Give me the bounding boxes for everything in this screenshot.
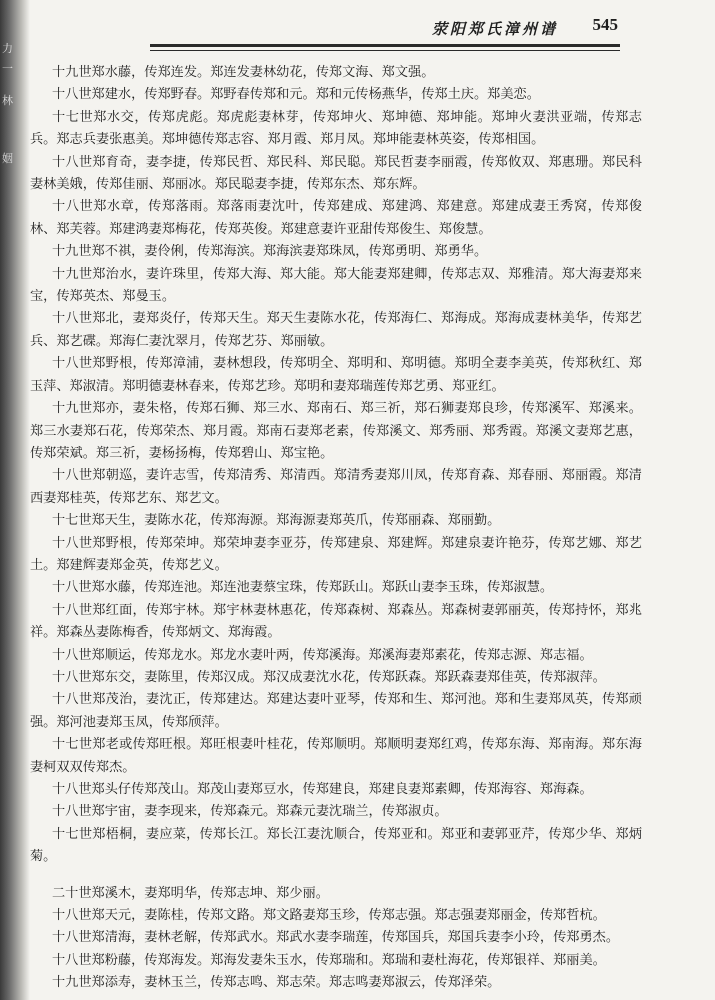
gutter-mark: 力	[2, 42, 13, 55]
gutter-mark: 林	[2, 94, 13, 107]
genealogy-entry: 十八世郑天元，妻陈桂，传郑文路。郑文路妻郑玉珍，传郑志强。郑志强妻郑丽金，传郑哲杭。	[52, 908, 606, 924]
book-gutter-shadow	[0, 0, 30, 1000]
genealogy-entry: 十八世郑野根，传郑漳浦，妻林想段，传郑明全、郑明和、郑明德。郑明全妻李美英，传郑秋红、郑玉萍、郑淑清。郑明德妻林春来，传郑艺珍。郑明和妻郑瑞莲传郑艺勇、郑亚红。	[30, 356, 642, 394]
genealogy-entry: 十八世郑顺运，传郑龙水。郑龙水妻叶两，传郑溪海。郑溪海妻郑素花，传郑志源、郑志福。	[52, 647, 593, 663]
genealogy-entry: 十七世郑老或传郑旺根。郑旺根妻叶桂花，传郑顺明。郑顺明妻郑红鸡，传郑东海、郑南海。郑东海妻柯双双传郑杰。	[30, 737, 642, 775]
page-header	[150, 14, 620, 47]
genealogy-entry: 十九世郑水藤，传郑连发。郑连发妻林幼花，传郑文海、郑文强。	[52, 65, 435, 80]
genealogy-entry: 二十世郑溪木，妻郑明华，传郑志坤、郑少丽。	[52, 885, 329, 901]
book-title: 荥阳郑氏漳州谱	[431, 20, 558, 38]
genealogy-entry: 十八世郑宇宙，妻李现来，传郑森元。郑森元妻沈瑞兰，传郑淑贞。	[52, 804, 448, 820]
page-number: 545	[592, 15, 618, 34]
genealogy-entry: 十九世郑添寿，妻林玉兰，传郑志鸣、郑志荣。郑志鸣妻郑淑云，传郑泽荣。	[52, 975, 501, 991]
genealogy-entry: 十九世郑治水，妻许珠里，传郑大海、郑大能。郑大能妻郑建卿，传郑志双、郑雅清。郑大海妻郑来宝，传郑英杰、郑曼玉。	[30, 266, 642, 305]
genealogy-entry: 十七世郑梧桐，妻应菜，传郑长江。郑长江妻沈顺合，传郑亚和。郑亚和妻郭亚芹，传郑少华、郑炳菊。	[30, 826, 642, 865]
gutter-mark: 姻	[2, 152, 13, 165]
genealogy-entry: 十八世郑野根，传郑荣坤。郑荣坤妻李亚芬，传郑建泉、郑建辉。郑建泉妻许艳芬，传郑艺娜、郑艺土。郑建辉妻郑金英，传郑艺义。	[30, 535, 642, 573]
genealogy-entry: 十七世郑水交，传郑虎彪。郑虎彪妻林芽，传郑坤火、郑坤德、郑坤能。郑坤火妻洪亚端，传郑志兵。郑志兵妻张惠美。郑坤德传郑志容、郑月霞、郑月凤。郑坤能妻林英姿，传郑相国。	[30, 109, 642, 148]
genealogy-entry: 十八世郑头仔传郑茂山。郑茂山妻郑豆水，传郑建良，郑建良妻郑素卿，传郑海容、郑海森。	[52, 782, 593, 797]
genealogy-entry: 十八世郑红面，传郑宇林。郑宇林妻林惠花，传郑森树、郑森丛。郑森树妻郭丽英，传郑持怀，郑兆祥。郑森丛妻陈梅香，传郑炳文、郑海霞。	[30, 602, 642, 641]
genealogy-entry: 十八世郑水藤，传郑连池。郑连池妻蔡宝珠，传郑跃山。郑跃山妻李玉珠，传郑淑慧。	[52, 580, 554, 596]
genealogy-entry: 十八世郑清海，妻林老解，传郑武水。郑武水妻李瑞莲，传郑国兵，郑国兵妻李小玲，传郑勇杰。	[52, 930, 620, 946]
header-rule	[150, 50, 620, 51]
genealogy-entry: 十七世郑天生，妻陈水花，传郑海源。郑海源妻郑英爪，传郑丽森、郑丽勤。	[52, 513, 501, 529]
genealogy-text	[30, 62, 642, 995]
genealogy-entry: 十九世郑亦，妻朱格，传郑石狮、郑三水、郑南石、郑三祈，郑石狮妻郑良珍，传郑溪军、郑溪来。郑三水妻郑石花，传郑荣杰、郑月霞。郑南石妻郑老素，传郑溪文、郑秀丽、郑秀霞。郑溪文妻郑艺惠，传郑荣斌。郑三祈，妻杨扬梅，传郑碧山、郑宝艳。	[30, 401, 642, 461]
genealogy-entry: 十八世郑北，妻郑炎仔，传郑天生。郑天生妻陈水花，传郑海仁、郑海成。郑海成妻林美华，传郑艺兵、郑艺碟。郑海仁妻沈翠月，传郑艺芬、郑丽敏。	[30, 311, 642, 349]
genealogy-entry: 十八世郑东交，妻陈里，传郑汉成。郑汉成妻沈水花，传郑跃森。郑跃森妻郑佳英，传郑淑萍。	[52, 669, 606, 685]
genealogy-entry: 十八世郑粉藤，传郑海发。郑海发妻朱玉水，传郑瑞和。郑瑞和妻杜海花，传郑银祥、郑丽美。	[52, 952, 606, 968]
genealogy-entry: 十八世郑育奇，妻李捷，传郑民哲、郑民科、郑民聪。郑民哲妻李丽霞，传郑攸双、郑惠珊。郑民科妻林美娥，传郑佳丽、郑丽冰。郑民聪妻李捷，传郑东杰、郑东辉。	[30, 154, 642, 193]
gutter-mark: 一	[2, 62, 13, 75]
genealogy-entry: 十八世郑水章，传郑落雨。郑落雨妻沈叶，传郑建成、郑建鸿、郑建意。郑建成妻王秀窝，传郑俊林、郑芙蓉。郑建鸿妻郑梅花，传郑英俊。郑建意妻许亚甜传郑俊生、郑俊慧。	[30, 199, 642, 237]
genealogy-entry: 十八世郑建水，传郑野春。郑野春传郑和元。郑和元传杨燕华，传郑土庆。郑美恋。	[52, 87, 540, 103]
genealogy-entry: 十九世郑不祺，妻伶俐，传郑海滨。郑海滨妻郑珠凤，传郑勇明、郑勇华。	[52, 244, 488, 260]
genealogy-entry: 十八世郑茂治，妻沈正，传郑建达。郑建达妻叶亚琴，传郑和生、郑河池。郑和生妻郑凤英，传郑顽强。郑河池妻郑玉凤，传郑颀萍。	[30, 692, 642, 730]
genealogy-entry: 十八世郑朝巡，妻许志雪，传郑清秀、郑清西。郑清秀妻郑川凤，传郑育森、郑春丽、郑丽霞。郑清西妻郑桂英，传郑艺东、郑艺文。	[30, 468, 642, 506]
